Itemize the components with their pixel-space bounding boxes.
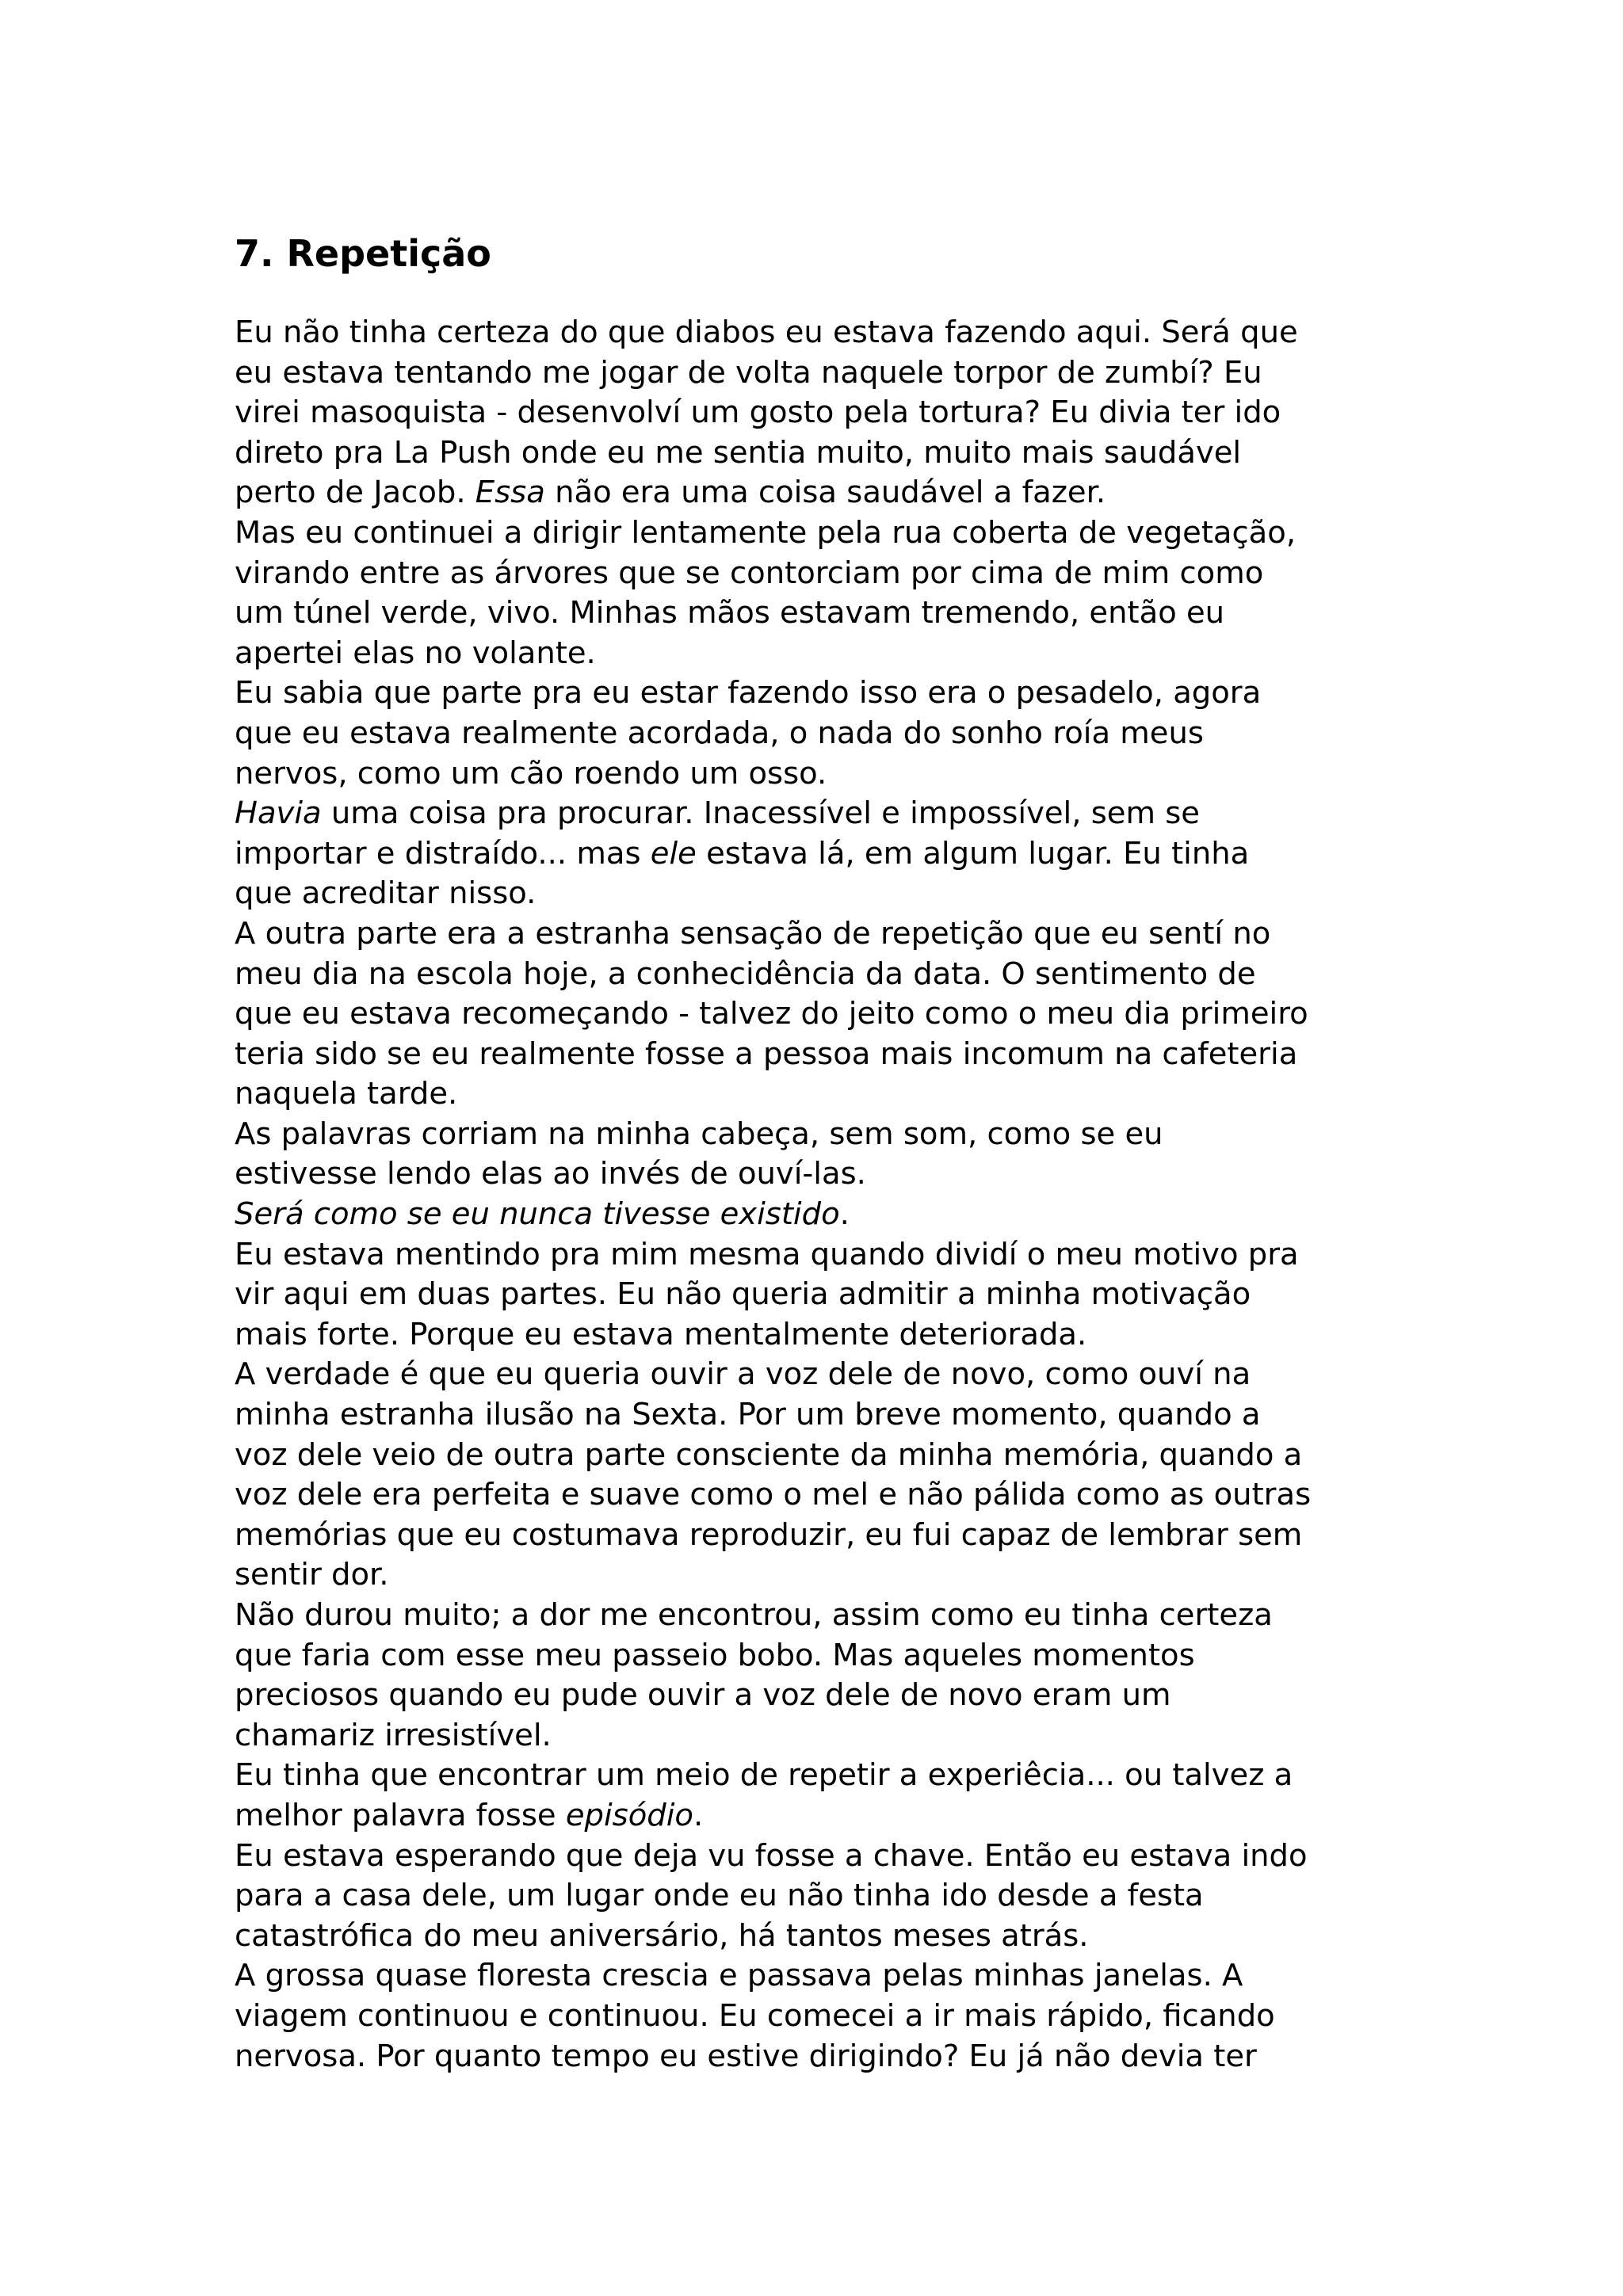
text-segment: A grossa quase floresta crescia e passava pelas minhas janelas. A [235,1958,1243,1994]
text-segment: virando entre as árvores que se contorciam por cima de mim como [235,555,1264,591]
text-line [235,513,1400,554]
text-line [235,1997,1400,2037]
italic-text: episódio [565,1797,693,1833]
text-segment: Eu não tinha certeza do que diabos eu estava fazendo aqui. Será que [235,315,1298,350]
text-line [235,874,1400,914]
text-segment: que faria com esse meu passeio bobo. Mas aqueles momentos [235,1637,1195,1673]
text-line [235,1355,1400,1395]
paragraph [235,1596,1400,1756]
text-line [235,834,1400,875]
text-segment: virei masoquista - desenvolví um gosto pela tortura? Eu divia ter ido [235,395,1281,431]
text-segment: melhor palavra fosse [235,1797,566,1833]
italic-text: Será como se eu nunca tivesse existido [235,1196,840,1233]
text-segment: que eu estava realmente acordada, o nada do sonho roía meus [235,715,1204,751]
text-segment: teria sido se eu realmente fosse a pessoa mais incomum na cafeteria [235,1035,1298,1072]
text-line [235,554,1400,594]
text-segment: importar e distraído... mas [235,835,651,871]
text-line [235,1756,1400,1796]
text-line [235,1796,1400,1836]
italic-text: Essa [475,475,545,511]
text-segment: sentir dor. [235,1557,389,1593]
text-line [235,994,1400,1035]
chapter-title: 7. Repetição [235,232,491,275]
paragraph [235,1756,1400,1836]
text-segment: nervos, como um cão roendo um osso. [235,755,827,791]
text-segment: A outra parte era a estranha sensação de repetição que eu sentí no [235,915,1271,952]
text-segment: . [693,1797,704,1833]
paragraph [235,1355,1400,1596]
text-line [235,1074,1400,1115]
text-line [235,1676,1400,1716]
text-line [235,714,1400,754]
paragraph [235,914,1400,1115]
text-segment: chamariz irresistível. [235,1717,552,1753]
italic-text: ele [650,835,697,871]
text-line [235,1195,1400,1235]
text-line [235,1035,1400,1075]
paragraph [235,794,1400,914]
text-line [235,2037,1400,2077]
paragraph [235,313,1400,513]
text-line [235,1836,1400,1877]
text-line [235,673,1400,714]
text-segment: naquela tarde. [235,1076,458,1112]
text-segment: Eu tinha que encontrar um meio de repetir a experiêcia... ou talvez a [235,1757,1293,1794]
text-segment: vir aqui em duas partes. Eu não queria admitir a minha motivação [235,1276,1251,1313]
text-line [235,754,1400,795]
text-line [235,1154,1400,1195]
paragraph [235,1235,1400,1356]
text-line [235,794,1400,834]
text-segment: minha estranha ilusão na Sexta. Por um breve momento, quando a [235,1397,1261,1433]
text-segment: Mas eu continuei a dirigir lentamente pela rua coberta de vegetação, [235,514,1296,551]
text-segment: apertei elas no volante. [235,635,596,671]
text-segment: Eu estava mentindo pra mim mesma quando dividí o meu motivo pra [235,1236,1299,1272]
text-line [235,1876,1400,1917]
text-segment: viagem continuou e continuou. Eu comecei a ir mais rápido, ficando [235,1997,1275,2034]
paragraph [235,1956,1400,2077]
text-line [235,1555,1400,1596]
text-segment: catastrófica do meu aniversário, há tantos meses atrás. [235,1917,1089,1954]
text-line [235,1917,1400,1957]
text-line [235,433,1400,474]
paragraph [235,1195,1400,1235]
chapter-body [235,313,1400,2077]
text-line [235,1716,1400,1756]
text-segment: que eu estava recomeçando - talvez do jeito como o meu dia primeiro [235,996,1308,1032]
text-line [235,1596,1400,1636]
paragraph [235,513,1400,673]
text-line [235,1956,1400,1997]
text-segment: Não durou muito; a dor me encontrou, assim como eu tinha certeza [235,1597,1273,1633]
text-line [235,1115,1400,1155]
text-segment: preciosos quando eu pude ouvir a voz dele de novo eram um [235,1677,1171,1714]
paragraph [235,1836,1400,1957]
text-segment: perto de Jacob. [235,475,475,511]
text-line [235,955,1400,995]
text-segment: para a casa dele, um lugar onde eu não tinha ido desde a festa [235,1878,1204,1914]
text-segment: nervosa. Por quanto tempo eu estive dirigindo? Eu já não devia ter [235,2038,1257,2074]
text-segment: mais forte. Porque eu estava mentalmente deteriorada. [235,1316,1087,1352]
text-line [235,914,1400,955]
text-segment: A verdade é que eu queria ouvir a voz dele de novo, como ouví na [235,1356,1251,1393]
text-line [235,1516,1400,1556]
text-line [235,634,1400,674]
text-segment: voz dele veio de outra parte consciente da minha memória, quando a [235,1436,1303,1473]
text-segment: estava lá, em algum lugar. Eu tinha [696,835,1250,871]
text-segment: memórias que eu costumava reproduzir, eu fui capaz de lembrar sem [235,1516,1303,1553]
text-line [235,1395,1400,1436]
text-segment: não era uma coisa saudável a fazer. [544,475,1106,511]
text-line [235,1475,1400,1516]
text-segment: uma coisa pra procurar. Inacessível e impossível, sem se [321,795,1200,832]
text-segment: Eu estava esperando que deja vu fosse a chave. Então eu estava indo [235,1837,1308,1874]
paragraph [235,673,1400,794]
italic-text: Havia [235,795,322,832]
paragraph [235,1115,1400,1195]
text-segment: . [839,1196,850,1233]
text-line [235,1636,1400,1676]
text-line [235,1315,1400,1356]
text-line [235,593,1400,634]
text-line [235,393,1400,433]
text-line [235,313,1400,353]
text-segment: meu dia na escola hoje, a conhecidência da data. O sentimento de [235,955,1256,992]
text-segment: Eu sabia que parte pra eu estar fazendo isso era o pesadelo, agora [235,675,1262,711]
text-segment: estivesse lendo elas ao invés de ouví-las. [235,1156,866,1192]
text-segment: um túnel verde, vivo. Minhas mãos estavam tremendo, então eu [235,595,1225,631]
text-segment: eu estava tentando me jogar de volta naquele torpor de zumbí? Eu [235,354,1262,391]
text-segment: voz dele era perfeita e suave como o mel e não pálida como as outras [235,1477,1312,1513]
text-segment: As palavras corriam na minha cabeça, sem som, como se eu [235,1116,1163,1152]
text-line [235,1275,1400,1315]
text-segment: que acreditar nisso. [235,875,537,912]
text-segment: direto pra La Push onde eu me sentia muito, muito mais saudável [235,434,1242,471]
text-line [235,1235,1400,1276]
text-line [235,353,1400,394]
text-line [235,473,1400,513]
text-line [235,1436,1400,1476]
